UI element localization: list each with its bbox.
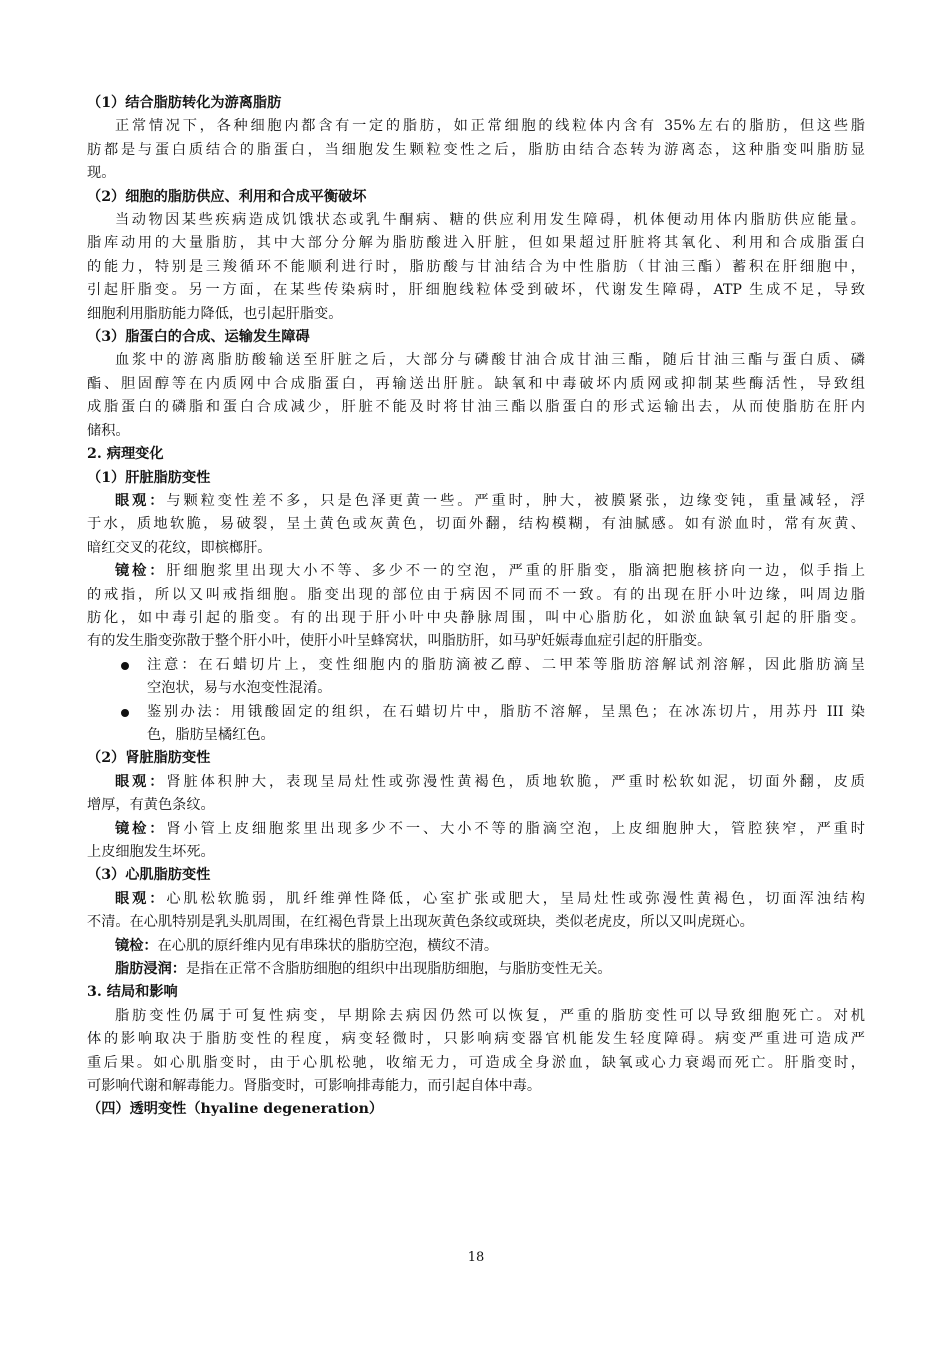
line-text: 当动物因某些疾病造成饥饿状态或乳牛酮病、糖的供应利用发生障碍，机体便动用体内脂肪供应能量。 (115, 212, 865, 229)
paragraph-line (87, 560, 865, 583)
line-text: （2）肾脏脂肪变性 (87, 750, 211, 767)
inline-label: 脂肪浸润： (115, 961, 186, 978)
paragraph-line (87, 279, 865, 302)
line-text: 肪化，如中毒引起的脂变。有的出现于肝小叶中央静脉周围，叫中心脂肪化，如淤血缺氧引起的肝脂变。 (87, 609, 865, 626)
inline-label: 眼观： (115, 773, 167, 790)
line-text: 肪都是与蛋白质结合的脂蛋白，当细胞发生颗粒变性之后，脂肪由结合态转为游离态，这种脂变叫脂肪显 (87, 141, 865, 158)
line-text: 在心肌的原纤维内见有串珠状的脂肪空泡，横纹不清。 (157, 937, 499, 954)
inline-label: 镜检： (115, 937, 158, 954)
line-text: （3）心肌脂肪变性 (87, 867, 211, 884)
line-text: 脂库动用的大量脂肪，其中大部分分解为脂肪酸进入肝脏，但如果超过肝脏将其氧化、利用和合成脂蛋白 (87, 235, 865, 252)
bullet-item-line (87, 677, 865, 700)
line-text: 上皮细胞发生坏死。 (87, 844, 215, 860)
line-text: 血浆中的游离脂肪酸输送至肝脏之后，大部分与磷酸甘油合成甘油三酯，随后甘油三酯与蛋白质、磷 (115, 352, 865, 369)
line-text: 脂肪变性仍属于可复性病变，早期除去病因仍然可以恢复，严重的脂肪变性可以导致细胞死亡。对机 (115, 1007, 865, 1024)
line-text: 成脂蛋白的磷脂和蛋白合成减少，肝脏不能及时将甘油三酯以脂蛋白的形式运输出去，从而使脂肪在肝内 (87, 399, 865, 416)
paragraph-line (87, 232, 865, 255)
paragraph-line (87, 396, 865, 419)
section-heading (87, 864, 865, 887)
paragraph-line (87, 888, 865, 911)
line-text: 空泡状，易与水泡变性混淆。 (147, 680, 332, 697)
line-text: 肾脏体积肿大，表现呈局灶性或弥漫性黄褐色，质地软脆，严重时松软如泥，切面外翻，皮质 (166, 773, 865, 790)
inline-label: 眼观： (115, 890, 167, 907)
line-text: （3）脂蛋白的合成、运输发生障碍 (87, 329, 310, 346)
bullet-item-line (87, 701, 865, 724)
paragraph-line (87, 771, 865, 794)
line-text: （2）细胞的脂肪供应、利用和合成平衡破坏 (87, 188, 367, 205)
line-text: 增厚，有黄色条纹。 (87, 797, 215, 814)
paragraph-line (87, 373, 865, 396)
paragraph-line (87, 958, 865, 981)
paragraph-line (87, 139, 865, 162)
section-heading (87, 326, 865, 349)
section-heading (87, 92, 865, 115)
line-text: 可影响代谢和解毒能力。肾脂变时，可影响排毒能力，而引起自体中毒。 (87, 1078, 542, 1095)
line-text: 于水，质地软脆，易破裂，呈土黄色或灰黄色，切面外翻，结构模糊，有油腻感。如有淤血时，常有灰黄、 (87, 516, 865, 533)
paragraph-line (87, 818, 865, 841)
paragraph-line (87, 162, 865, 185)
paragraph-line (87, 584, 865, 607)
line-text: 2. 病理变化 (87, 446, 164, 463)
bullet-item-line (87, 654, 865, 677)
paragraph-line (87, 303, 865, 326)
line-text: 肝细胞浆里出现大小不等、多少不一的空泡，严重的肝脂变，脂滴把胞核挤向一边，似手指上 (166, 563, 865, 580)
document-body (87, 92, 865, 1122)
line-text: （1）肝脏脂肪变性 (87, 469, 211, 486)
inline-label: 眼观： (115, 492, 167, 509)
line-text: 引起肝脂变。另一方面，在某些传染病时，肝细胞线粒体受到破坏，代谢发生障碍，ATP 生成不足，导致 (87, 282, 865, 299)
line-text: 不清。在心肌特别是乳头肌周围，在红褐色背景上出现灰黄色条纹或斑块，类似老虎皮，所以又叫虎斑心。 (87, 914, 754, 931)
paragraph-line (87, 420, 865, 443)
inline-label: 镜检： (115, 820, 167, 837)
section-heading (87, 747, 865, 770)
line-text: 正常情况下，各种细胞内都含有一定的脂肪，如正常细胞的线粒体内含有 35%左右的脂肪，但这些脂 (115, 118, 865, 135)
section-heading (87, 1098, 865, 1121)
line-text: 重后果。如心肌脂变时，由于心肌松驰，收缩无力，可造成全身淤血，缺氧或心力衰竭而死亡。肝脂变时， (87, 1054, 865, 1071)
paragraph-line (87, 841, 865, 864)
line-text: 是指在正常不含脂肪细胞的组织中出现脂肪细胞，与脂肪变性无关。 (185, 961, 612, 978)
section-heading (87, 981, 865, 1004)
line-text: 体的影响取决于脂肪变性的程度，病变轻微时，只影响病变器官机能发生轻度障碍。病变严重进可造成严 (87, 1031, 865, 1048)
paragraph-line (87, 490, 865, 513)
line-text: （四）透明变性（hyaline degeneration） (87, 1101, 384, 1118)
paragraph-line (87, 349, 865, 372)
line-text: 的戒指，所以又叫戒指细胞。脂变出现的部位由于病因不同而不一致。有的出现在肝小叶边缘，叫周边脂 (87, 586, 865, 603)
paragraph-line (87, 513, 865, 536)
page-number: 18 (467, 1250, 485, 1265)
line-text: 肾小管上皮细胞浆里出现多少不一、大小不等的脂滴空泡，上皮细胞肿大，管腔狭窄，严重时 (166, 820, 865, 837)
line-text: 与颗粒变性差不多，只是色泽更黄一些。严重时，肿大，被膜紧张，边缘变钝，重量减轻，浮 (166, 492, 865, 509)
paragraph-line (87, 1005, 865, 1028)
paragraph-line (87, 630, 865, 653)
paragraph-line (87, 1075, 865, 1098)
bullet-item-line (87, 724, 865, 747)
line-text: 储积。 (87, 422, 130, 439)
line-text: 色，脂肪呈橘红色。 (147, 726, 275, 743)
section-heading (87, 443, 865, 466)
line-text: （1）结合脂肪转化为游离脂肪 (87, 95, 282, 111)
paragraph-line (87, 794, 865, 817)
paragraph-line (87, 1028, 865, 1051)
line-text: 有的发生脂变弥散于整个肝小叶，使肝小叶呈蜂窝状，叫脂肪肝，如马驴妊娠毒血症引起的肝脂变。 (87, 633, 712, 650)
paragraph-line (87, 607, 865, 630)
paragraph-line (87, 115, 865, 138)
line-text: 3. 结局和影响 (87, 984, 178, 1001)
bullet-icon (121, 662, 129, 670)
paragraph-line (87, 256, 865, 279)
line-text: 的能力，特别是三羧循环不能顺利进行时，脂肪酸与甘油结合为中性脂肪（甘油三酯）蓄积在肝细胞中， (87, 258, 865, 275)
line-text: 酯、胆固醇等在内质网中合成脂蛋白，再输送出肝脏。缺氧和中毒破坏内质网或抑制某些酶活性，导致组 (87, 375, 865, 392)
section-heading (87, 467, 865, 490)
section-heading (87, 186, 865, 209)
paragraph-line (87, 935, 865, 958)
paragraph-line (87, 537, 865, 560)
inline-label: 镜检： (115, 563, 167, 580)
line-text: 暗红交叉的花纹，即槟榔肝。 (87, 539, 272, 556)
paragraph-line (87, 911, 865, 934)
line-text: 注意：在石蜡切片上，变性细胞内的脂肪滴被乙醇、二甲苯等脂肪溶解试剂溶解，因此脂肪滴呈 (147, 656, 865, 673)
line-text: 心肌松软脆弱，肌纤维弹性降低，心室扩张或肥大，呈局灶性或弥漫性黄褐色，切面浑浊结构 (166, 890, 865, 907)
line-text: 现。 (87, 165, 116, 182)
paragraph-line (87, 209, 865, 232)
line-text: 细胞利用脂肪能力降低，也引起肝脂变。 (87, 305, 343, 322)
line-text: 鉴别办法：用锇酸固定的组织，在石蜡切片中，脂肪不溶解，呈黑色；在冰冻切片，用苏丹 III 染 (147, 703, 865, 720)
paragraph-line (87, 1052, 865, 1075)
bullet-icon (121, 709, 129, 717)
